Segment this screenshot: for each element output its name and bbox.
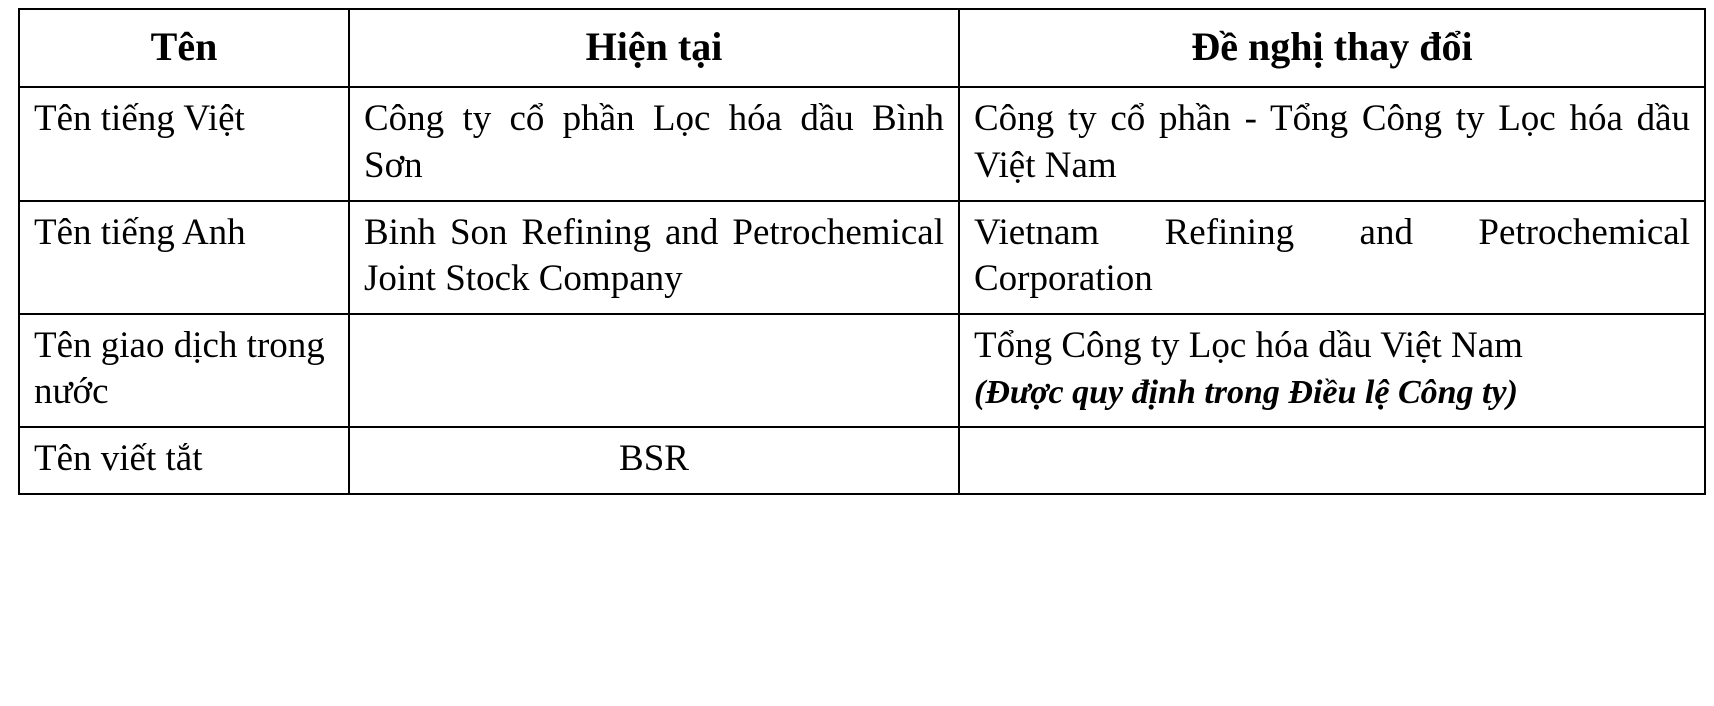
row-label-abbreviation: Tên viết tắt — [19, 427, 349, 494]
cell-proposed-english-name: Vietnam Refining and Petrochemical Corporation — [959, 201, 1705, 314]
company-name-change-table — [18, 8, 1706, 495]
cell-current-english-name: Binh Son Refining and Petrochemical Joint Stock Company — [349, 201, 959, 314]
cell-proposed-abbreviation — [959, 427, 1705, 494]
row-label-vietnamese-name: Tên tiếng Việt — [19, 87, 349, 200]
proposed-domestic-trading-name-note: (Được quy định trong Điều lệ Công ty) — [974, 374, 1518, 412]
cell-proposed-domestic-trading-name — [959, 314, 1705, 427]
table-row — [19, 427, 1705, 494]
column-header-name: Tên — [19, 9, 349, 87]
row-label-domestic-trading-name: Tên giao dịch trong nước — [19, 314, 349, 427]
cell-current-domestic-trading-name — [349, 314, 959, 427]
cell-current-abbreviation: BSR — [349, 427, 959, 494]
row-label-english-name: Tên tiếng Anh — [19, 201, 349, 314]
table-row — [19, 314, 1705, 427]
cell-proposed-vietnamese-name: Công ty cổ phần - Tổng Công ty Lọc hóa dầu Việt Nam — [959, 87, 1705, 200]
column-header-current: Hiện tại — [349, 9, 959, 87]
table-header-row — [19, 9, 1705, 87]
proposed-domestic-trading-name-text: Tổng Công ty Lọc hóa dầu Việt Nam — [974, 324, 1523, 366]
table-row — [19, 201, 1705, 314]
table-body — [19, 87, 1705, 493]
cell-current-vietnamese-name: Công ty cổ phần Lọc hóa dầu Bình Sơn — [349, 87, 959, 200]
table-header — [19, 9, 1705, 87]
column-header-proposed: Đề nghị thay đổi — [959, 9, 1705, 87]
table-row — [19, 87, 1705, 200]
